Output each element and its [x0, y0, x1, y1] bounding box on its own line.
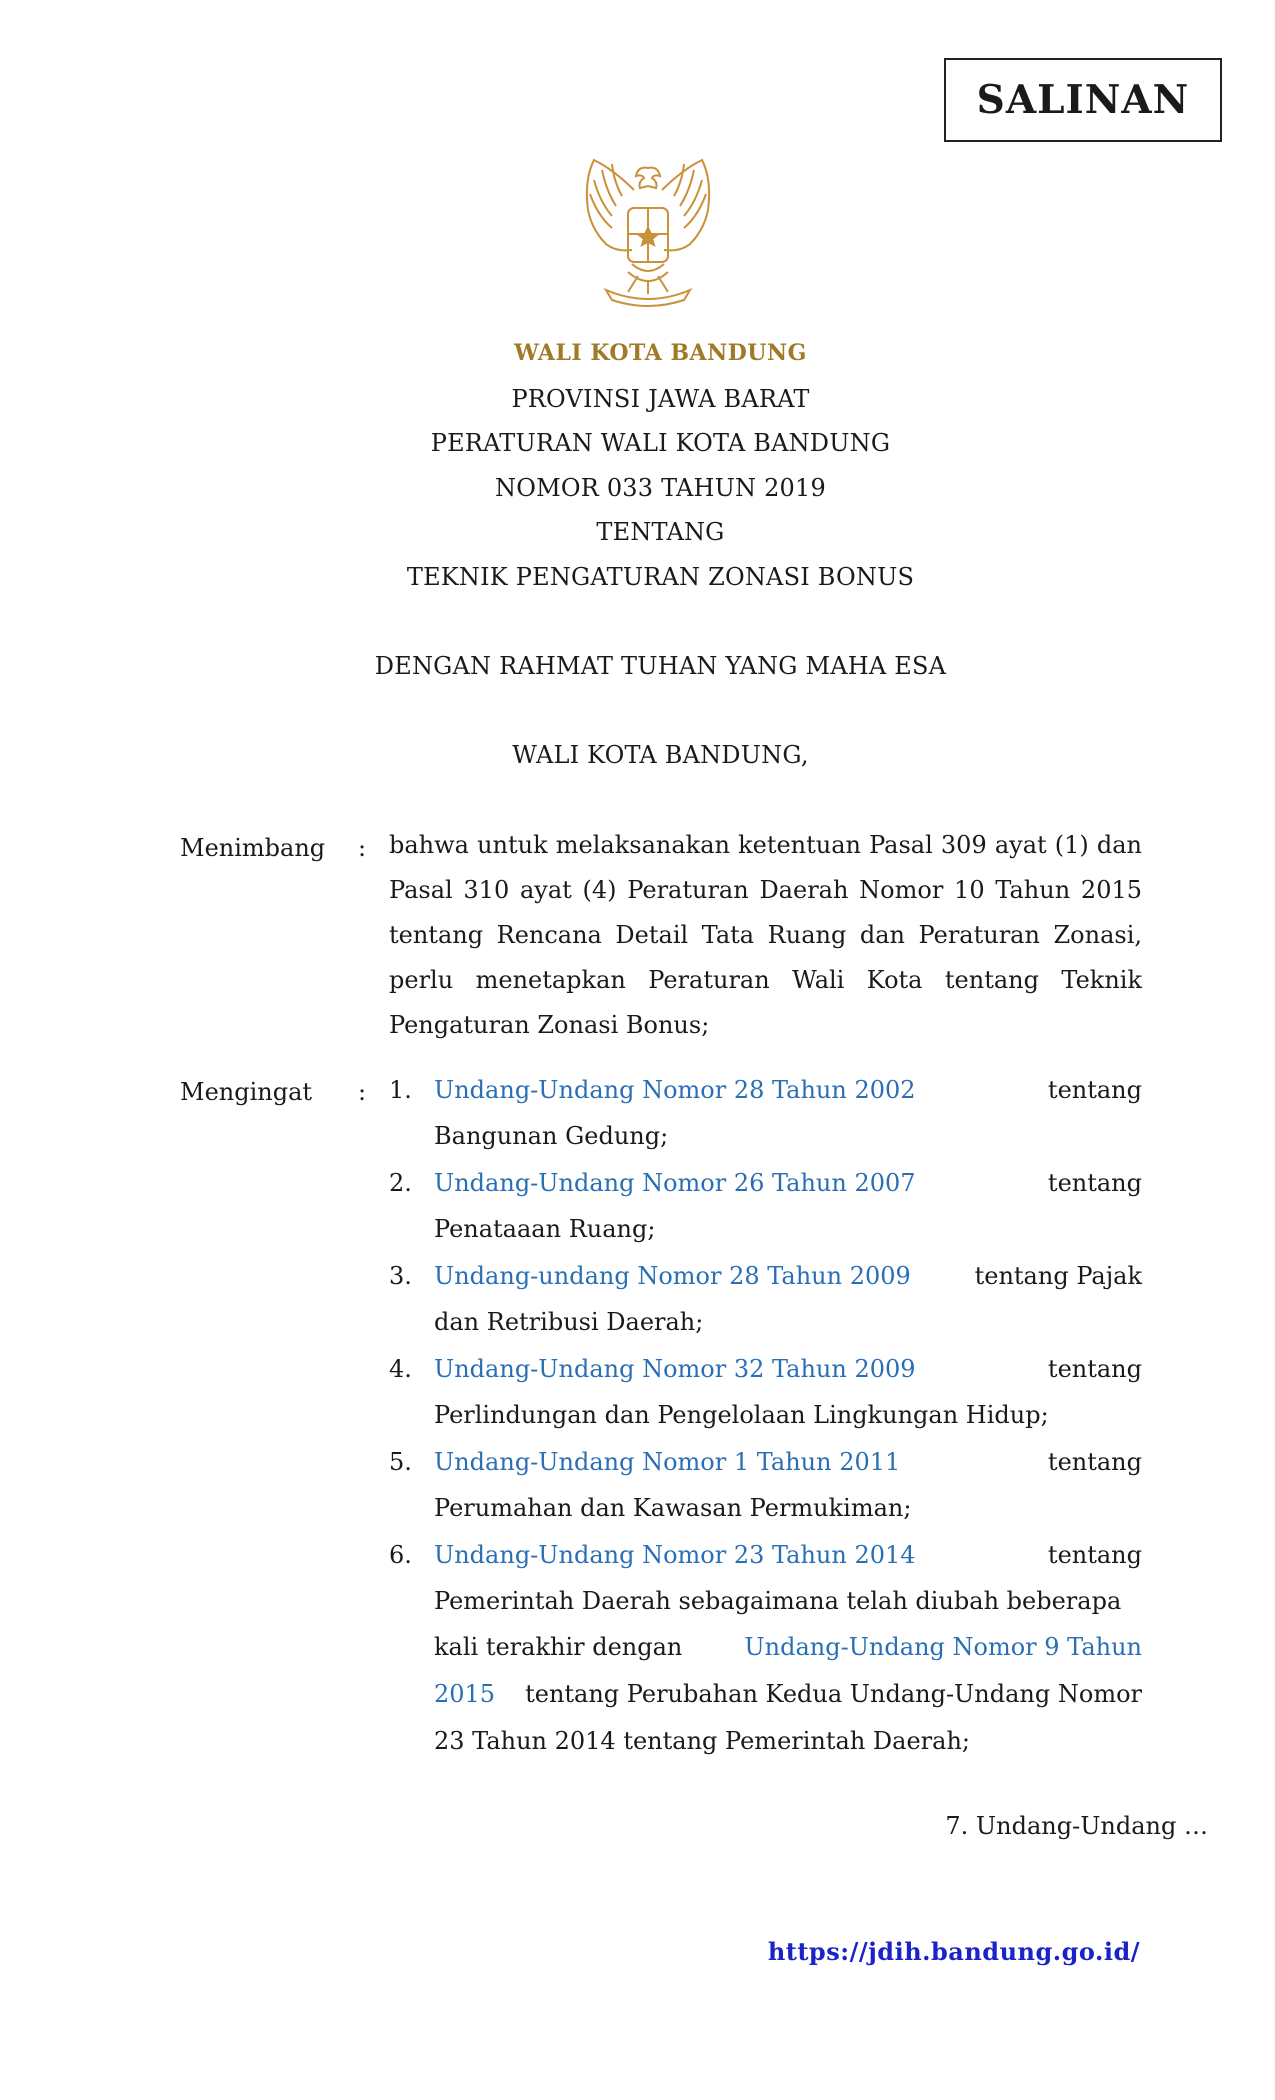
subject-line: TEKNIK PENGATURAN ZONASI BONUS [406, 563, 915, 591]
item-rest: tentang [1047, 1076, 1142, 1104]
item-line2: Pemerintah Daerah sebagaimana telah diubah beberapa [434, 1587, 1122, 1615]
item-number: 3. [389, 1262, 412, 1290]
law-link[interactable]: Undang-Undang Nomor 9 Tahun [744, 1633, 1142, 1661]
law-link[interactable]: Undang-Undang Nomor 28 Tahun 2002 [434, 1076, 916, 1104]
mengingat-colon: : [358, 1078, 367, 1106]
list-item [389, 1253, 1142, 1345]
law-link[interactable]: 2015 [434, 1680, 496, 1708]
item-number: 1. [389, 1076, 412, 1104]
continuation-marker: 7. Undang-Undang … [945, 1812, 1208, 1840]
list-item [389, 1439, 1142, 1531]
item-line2: Perlindungan dan Pengelolaan Lingkungan Hidup; [434, 1401, 1049, 1429]
province-line: PROVINSI JAWA BARAT [511, 385, 810, 413]
about-line: TENTANG [596, 518, 725, 546]
regulation-title: PERATURAN WALI KOTA BANDUNG [430, 429, 891, 457]
item-rest: tentang [1047, 1541, 1142, 1569]
law-link[interactable]: Undang-Undang Nomor 26 Tahun 2007 [434, 1169, 916, 1197]
item-number: 6. [389, 1541, 412, 1569]
law-link[interactable]: Undang-Undang Nomor 32 Tahun 2009 [434, 1355, 916, 1383]
law-link[interactable]: Undang-Undang Nomor 1 Tahun 2011 [434, 1448, 901, 1476]
item-number: 5. [389, 1448, 412, 1476]
item-number: 4. [389, 1355, 412, 1383]
item-line4-rest: tentang Perubahan Kedua Undang-Undang Nomor [525, 1680, 1142, 1708]
item-rest: tentang Pajak [974, 1262, 1142, 1290]
blessing-line: DENGAN RAHMAT TUHAN YANG MAHA ESA [374, 652, 947, 680]
list-item [389, 1532, 1142, 1764]
regulation-number: NOMOR 033 TAHUN 2019 [495, 474, 826, 502]
list-item [389, 1160, 1142, 1252]
item-line3-prefix: kali terakhir dengan [434, 1633, 683, 1661]
salinan-stamp: SALINAN [944, 58, 1222, 142]
issuer-heading: WALI KOTA BANDUNG [514, 340, 807, 366]
item-rest: tentang [1047, 1169, 1142, 1197]
law-link[interactable]: Undang-Undang Nomor 23 Tahun 2014 [434, 1541, 916, 1569]
law-link[interactable]: Undang-undang Nomor 28 Tahun 2009 [434, 1262, 911, 1290]
item-line5: 23 Tahun 2014 tentang Pemerintah Daerah; [434, 1727, 970, 1755]
footer-url-link[interactable]: https://jdih.bandung.go.id/ [767, 1937, 1140, 1966]
menimbang-label: Menimbang [180, 834, 326, 862]
item-rest: tentang [1047, 1448, 1142, 1476]
item-rest: tentang [1047, 1355, 1142, 1383]
item-line2: Perumahan dan Kawasan Permukiman; [434, 1494, 912, 1522]
list-item [389, 1067, 1142, 1159]
garuda-emblem-icon [572, 150, 724, 320]
list-item [389, 1346, 1142, 1438]
mengingat-label: Mengingat [180, 1078, 313, 1106]
menimbang-colon: : [358, 834, 367, 862]
item-number: 2. [389, 1169, 412, 1197]
item-line2: dan Retribusi Daerah; [434, 1308, 704, 1336]
menimbang-text: bahwa untuk melaksanakan ketentuan Pasal 309 ayat (1) dan Pasal 310 ayat (4) Peraturan Daerah Nomor 10 Tahun 2015 tentang Rencana Detail Tata Ruang dan Peraturan Zonasi, perlu menetapkan Peraturan Wali Kota tentang Teknik Pengaturan Zonasi Bonus; [389, 831, 1142, 1039]
official-line: WALI KOTA BANDUNG, [512, 741, 809, 769]
item-line2: Penataaan Ruang; [434, 1215, 656, 1243]
item-line2: Bangunan Gedung; [434, 1122, 669, 1150]
